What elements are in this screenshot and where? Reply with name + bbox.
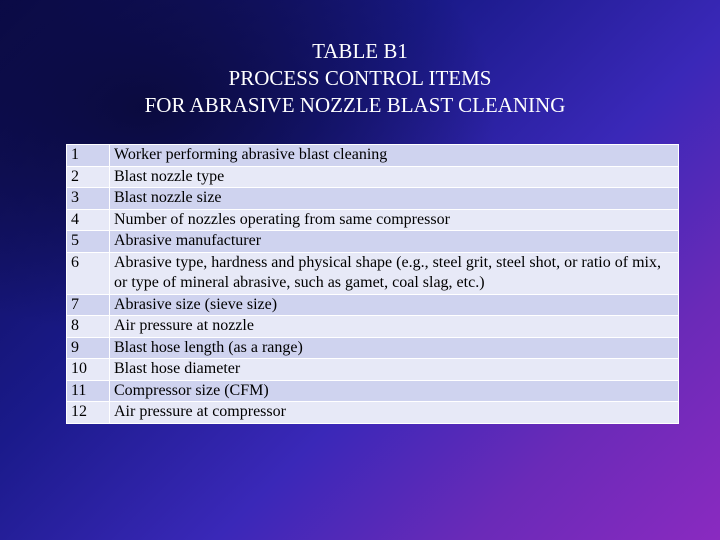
item-text: Blast nozzle size <box>110 188 679 210</box>
item-number: 2 <box>67 166 110 188</box>
table-row <box>67 359 679 381</box>
process-control-table <box>66 144 679 424</box>
item-text: Compressor size (CFM) <box>110 380 679 402</box>
item-text: Blast hose length (as a range) <box>110 337 679 359</box>
item-number: 9 <box>67 337 110 359</box>
table-row <box>67 145 679 167</box>
item-text: Air pressure at compressor <box>110 402 679 424</box>
table-row <box>67 380 679 402</box>
item-number: 10 <box>67 359 110 381</box>
item-number: 4 <box>67 209 110 231</box>
item-number: 6 <box>67 252 110 294</box>
table-row <box>67 402 679 424</box>
table-row <box>67 209 679 231</box>
item-text: Blast hose diameter <box>110 359 679 381</box>
title-line-2: PROCESS CONTROL ITEMS <box>228 66 492 90</box>
item-text: Worker performing abrasive blast cleaning <box>110 145 679 167</box>
item-number: 5 <box>67 231 110 253</box>
item-text: Abrasive size (sieve size) <box>110 294 679 316</box>
table-row <box>67 294 679 316</box>
item-text: Abrasive type, hardness and physical shape (e.g., steel grit, steel shot, or ratio of mix, or type of mineral abrasive, such as gamet, coal slag, etc.) <box>110 252 679 294</box>
table-row <box>67 337 679 359</box>
item-number: 1 <box>67 145 110 167</box>
item-text: Blast nozzle type <box>110 166 679 188</box>
item-text: Air pressure at nozzle <box>110 316 679 338</box>
item-number: 12 <box>67 402 110 424</box>
title-line-1: TABLE B1 <box>312 39 408 63</box>
item-number: 7 <box>67 294 110 316</box>
title-line-3: FOR ABRASIVE NOZZLE BLAST CLEANING <box>144 93 566 117</box>
table-row <box>67 252 679 294</box>
slide-title <box>0 38 720 119</box>
table-row <box>67 188 679 210</box>
item-number: 8 <box>67 316 110 338</box>
table-row <box>67 316 679 338</box>
item-text: Abrasive manufacturer <box>110 231 679 253</box>
item-number: 11 <box>67 380 110 402</box>
item-number: 3 <box>67 188 110 210</box>
item-text: Number of nozzles operating from same compressor <box>110 209 679 231</box>
table-row <box>67 231 679 253</box>
table-row <box>67 166 679 188</box>
